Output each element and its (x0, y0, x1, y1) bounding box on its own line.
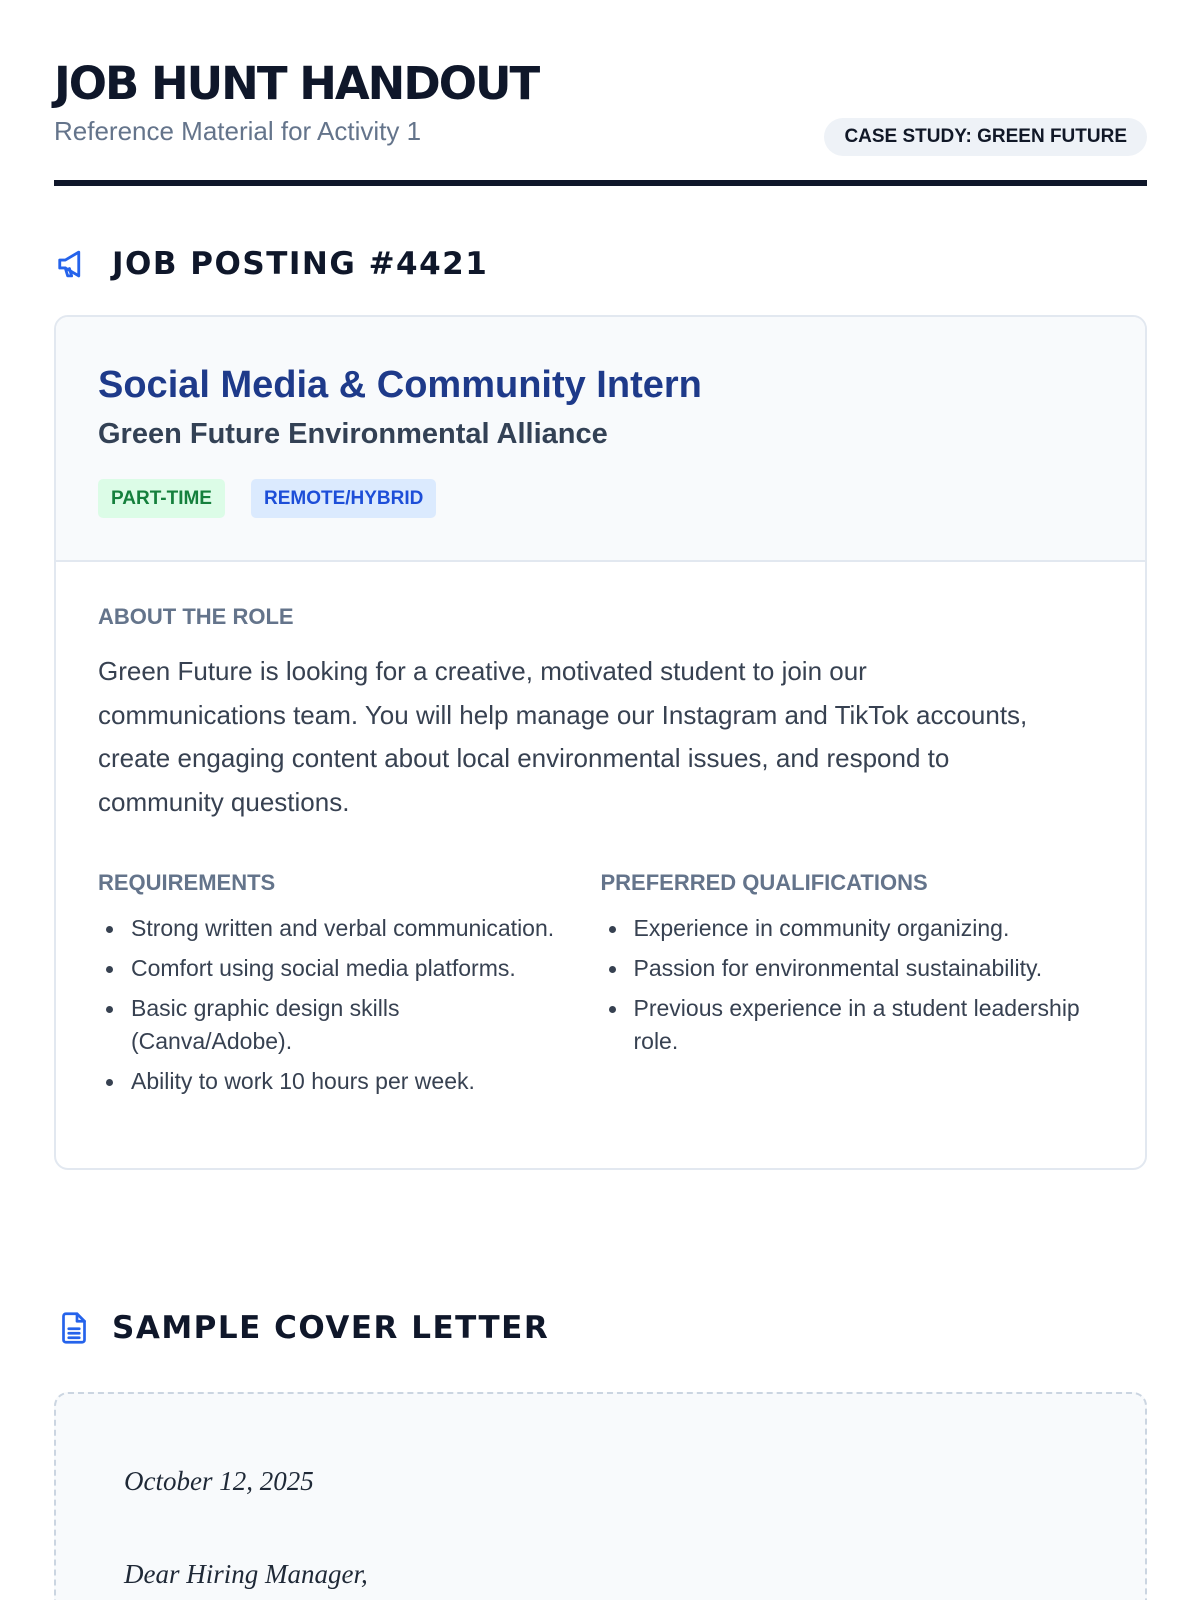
header-divider (54, 180, 1147, 186)
requirements-column (98, 868, 601, 1105)
page-header (54, 56, 1147, 148)
letter-greeting: Dear Hiring Manager, (124, 1559, 368, 1589)
list-item: Strong written and verbal communication. (98, 912, 558, 945)
page-title: JOB HUNT HANDOUT (54, 57, 539, 110)
tag-part-time: PART-TIME (98, 479, 225, 518)
about-role-heading: ABOUT THE ROLE (98, 604, 294, 629)
job-tags (98, 479, 1145, 518)
cover-letter-card (54, 1392, 1147, 1600)
list-item: Basic graphic design skills (Canva/Adobe). (98, 992, 558, 1058)
organization-name: Green Future Environmental Alliance (98, 418, 608, 450)
job-posting-heading: JOB POSTING #4421 (112, 246, 489, 282)
preferred-heading: PREFERRED QUALIFICATIONS (600, 870, 928, 895)
list-item: Comfort using social media platforms. (98, 952, 558, 985)
page-subtitle: Reference Material for Activity 1 (54, 116, 422, 146)
letter-date: October 12, 2025 (124, 1466, 314, 1496)
list-item: Ability to work 10 hours per week. (98, 1065, 558, 1098)
document-icon (54, 1308, 94, 1348)
megaphone-icon (54, 244, 94, 284)
qualifications-columns (98, 868, 1103, 1105)
list-item: Previous experience in a student leadership role. (601, 992, 1104, 1058)
job-posting-header (56, 317, 1145, 562)
list-item: Experience in community organizing. (601, 912, 1104, 945)
cover-letter-heading: SAMPLE COVER LETTER (112, 1310, 550, 1346)
case-study-badge: CASE STUDY: GREEN FUTURE (824, 118, 1147, 156)
requirements-list (98, 912, 601, 1098)
requirements-heading: REQUIREMENTS (98, 870, 276, 895)
job-posting-body (56, 562, 1145, 1105)
job-posting-card (54, 315, 1147, 1170)
tag-remote-hybrid: REMOTE/HYBRID (251, 479, 436, 518)
job-posting-section-heading (54, 244, 488, 284)
preferred-list (601, 912, 1104, 1058)
cover-letter-section-heading (54, 1308, 549, 1348)
about-role-text: Green Future is looking for a creative, motivated student to join our communications team. You will help manage our Instagram and TikTok accounts, create engaging content about local environmental issues, and respond to community questions. (98, 656, 1028, 817)
preferred-column (601, 868, 1104, 1105)
job-title: Social Media & Community Intern (98, 364, 702, 406)
list-item: Passion for environmental sustainability. (601, 952, 1104, 985)
